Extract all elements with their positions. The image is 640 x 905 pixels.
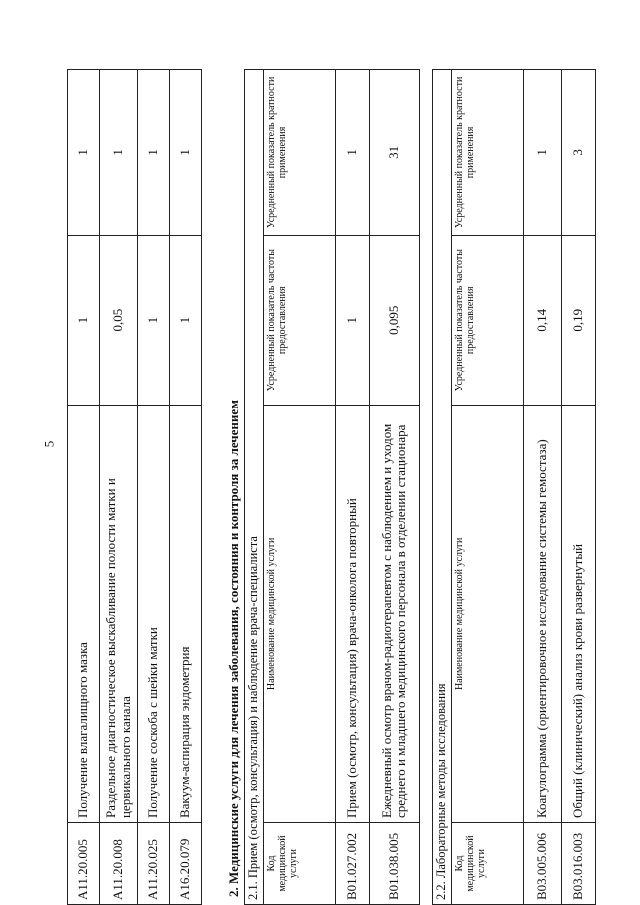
- service-name: Ежедневный осмотр врачом-радиотерапевтом с наблюдением и уходом среднего и младшего медицинского персонала в отделении стационара: [369, 405, 419, 822]
- header-frequency: Усредненный показатель частоты предоставления: [451, 235, 523, 405]
- header-code: Код медицинской услуги: [263, 823, 335, 905]
- header-code: Код медицинской услуги: [451, 823, 523, 905]
- frequency-value: 1: [170, 235, 202, 405]
- frequency-value: 1: [68, 235, 100, 405]
- section-title: 2. Медицинские услуги для лечения заболевания, состояния и контроля за лечением: [226, 399, 241, 897]
- multiplicity-value: 1: [170, 70, 202, 236]
- multiplicity-value: 1: [523, 70, 561, 236]
- header-row: [263, 70, 335, 905]
- service-code: A11.20.005: [68, 823, 100, 905]
- header-name: Наименование медицинской услуги: [451, 405, 523, 822]
- service-code: A11.20.008: [100, 823, 138, 905]
- table-row: [100, 70, 138, 905]
- subsection-title-row: [433, 70, 452, 905]
- header-name: Наименование медицинской услуги: [263, 405, 335, 822]
- service-name: Общий (клинический) анализ крови развернутый: [561, 405, 595, 822]
- service-code: B03.016.003: [561, 823, 595, 905]
- service-name: Раздельное диагностическое выскабливание полости матки и цервикального канала: [100, 405, 138, 822]
- frequency-value: 1: [335, 235, 369, 405]
- multiplicity-value: 1: [68, 70, 100, 236]
- top-table: [67, 69, 202, 905]
- frequency-value: 0,14: [523, 235, 561, 405]
- table-row: [68, 70, 100, 905]
- header-multiplicity: Усредненный показатель кратности применения: [451, 70, 523, 236]
- service-name: Коагулограмма (ориентировочное исследование системы гемостаза): [523, 405, 561, 822]
- multiplicity-value: 1: [335, 70, 369, 236]
- frequency-value: 0,095: [369, 235, 419, 405]
- table-row: [369, 70, 419, 905]
- subsection-title: 2.2. Лабораторные методы исследования: [433, 70, 452, 905]
- subsection-title-row: [245, 70, 264, 905]
- multiplicity-value: 1: [100, 70, 138, 236]
- page-number: 5: [41, 440, 57, 448]
- table-row: [523, 70, 561, 905]
- header-row: [451, 70, 523, 905]
- service-name: Вакуум-аспирация эндометрия: [170, 405, 202, 822]
- service-name: Прием (осмотр, консультация) врача-онколога повторный: [335, 405, 369, 822]
- laboratory-table: [432, 69, 596, 905]
- subsection-title: 2.1. Прием (осмотр, консультация) и наблюдение врача-специалиста: [245, 70, 264, 905]
- multiplicity-value: 1: [138, 70, 170, 236]
- header-multiplicity: Усредненный показатель кратности применения: [263, 70, 335, 236]
- multiplicity-value: 3: [561, 70, 595, 236]
- table-row: [335, 70, 369, 905]
- service-code: B01.038.005: [369, 823, 419, 905]
- service-name: Получение соскоба с шейки матки: [138, 405, 170, 822]
- service-code: A11.20.025: [138, 823, 170, 905]
- table-row: [561, 70, 595, 905]
- table-row: [170, 70, 202, 905]
- frequency-value: 0,05: [100, 235, 138, 405]
- multiplicity-value: 31: [369, 70, 419, 236]
- service-code: A16.20.079: [170, 823, 202, 905]
- service-name: Получение влагалищного мазка: [68, 405, 100, 822]
- service-code: B03.005.006: [523, 823, 561, 905]
- header-frequency: Усредненный показатель частоты предоставления: [263, 235, 335, 405]
- service-code: B01.027.002: [335, 823, 369, 905]
- consultation-table: [244, 69, 420, 905]
- frequency-value: 1: [138, 235, 170, 405]
- table-row: [138, 70, 170, 905]
- frequency-value: 0,19: [561, 235, 595, 405]
